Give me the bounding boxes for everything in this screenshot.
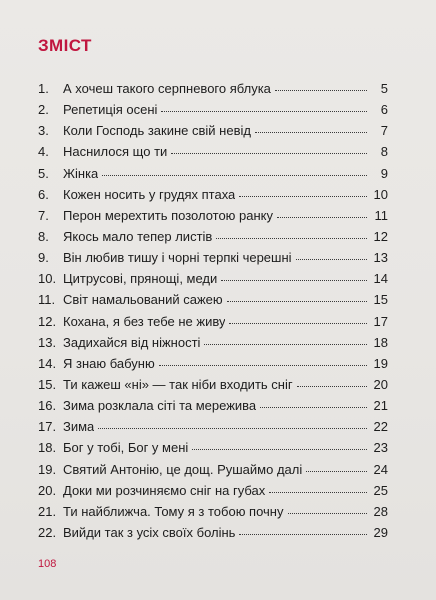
toc-entry-title: Я знаю бабуню [63, 355, 155, 371]
toc-entry-page: 9 [380, 165, 388, 181]
toc-leader-dots [255, 131, 367, 133]
toc-entry [38, 184, 388, 205]
toc-entry-page: 17 [373, 313, 388, 329]
toc-leader-dots [306, 470, 367, 472]
toc-entry [38, 459, 388, 480]
toc-leader-dots [275, 89, 367, 91]
toc-entry-page: 25 [373, 482, 388, 498]
toc-leader-dots [216, 237, 367, 239]
toc-entry-page: 18 [373, 334, 388, 350]
toc-entry [38, 353, 388, 374]
toc-title: ЗМІСТ [38, 36, 92, 55]
toc-entry-title: Задихайся від ніжності [63, 334, 201, 350]
toc-entry-title: Зима [63, 419, 95, 435]
toc-entry-number: 4. [38, 144, 49, 160]
toc-entry [38, 226, 388, 247]
toc-entry-number: 14. [38, 355, 57, 371]
toc-leader-dots [102, 174, 367, 176]
toc-entry [38, 437, 388, 458]
toc-entry-page: 15 [373, 292, 388, 308]
toc-entry-page: 19 [373, 355, 388, 371]
toc-entry [38, 99, 388, 120]
toc-entry-title: Світ намальований сажею [63, 292, 223, 308]
toc-entry-page: 5 [380, 81, 388, 96]
toc-entry-title: А хочеш такого серпневого яблука [63, 81, 271, 96]
toc-entry-number: 13. [38, 334, 57, 350]
toc-entry-number: 7. [38, 207, 49, 223]
toc-entry-page: 10 [373, 186, 388, 202]
page-number: 108 [38, 558, 57, 570]
toc-entry-page: 13 [373, 250, 388, 266]
toc-entry [38, 247, 388, 268]
toc-leader-dots [171, 152, 367, 154]
toc-entry-number: 10. [38, 271, 57, 287]
toc-entry-title: Коли Господь закине свій невід [63, 123, 251, 139]
toc-entry [38, 205, 388, 226]
toc-entry-page: 6 [380, 102, 388, 118]
toc-entry [38, 395, 388, 416]
toc-entry-title: Перон мерехтить позолотою ранку [63, 207, 274, 223]
toc-entry-page: 11 [374, 207, 388, 223]
toc-entry-number: 18. [38, 440, 57, 456]
toc-entry-number: 9. [38, 250, 49, 266]
toc-leader-dots [277, 216, 367, 218]
toc-list [38, 78, 388, 543]
toc-entry-number: 21. [38, 503, 57, 519]
toc-entry-page: 29 [373, 524, 388, 540]
toc-leader-dots [204, 343, 367, 345]
toc-entry-title: Цитрусові, прянощі, меди [63, 271, 218, 287]
toc-entry [38, 268, 388, 289]
toc-entry-page: 24 [373, 461, 388, 477]
toc-entry-title: Кохана, я без тебе не живу [63, 313, 226, 329]
toc-entry-title: Зима розклала сіті та мережива [63, 398, 257, 414]
toc-entry [38, 374, 388, 395]
toc-entry-number: 16. [38, 398, 57, 414]
toc-entry-title: Ти найближча. Тому я з тобою почну [63, 503, 284, 519]
toc-entry-number: 2. [38, 102, 49, 118]
toc-entry-number: 20. [38, 482, 57, 498]
toc-entry-number: 8. [38, 228, 49, 244]
toc-entry-page: 28 [373, 503, 388, 519]
toc-entry [38, 289, 388, 310]
toc-entry-page: 7 [380, 123, 388, 139]
toc-entry [38, 78, 388, 99]
toc-entry-title: Кожен носить у грудях птаха [63, 186, 236, 202]
toc-entry-number: 12. [38, 313, 57, 329]
toc-entry-page: 21 [373, 398, 388, 414]
toc-leader-dots [227, 300, 367, 302]
toc-entry-title: Репетиція осені [63, 102, 158, 118]
toc-leader-dots [161, 110, 367, 112]
toc-leader-dots [296, 258, 367, 260]
toc-entry [38, 522, 388, 543]
toc-entry-page: 14 [373, 271, 388, 287]
toc-entry-title: Жінка [63, 165, 99, 181]
toc-leader-dots [98, 427, 367, 429]
toc-leader-dots [229, 322, 367, 324]
toc-leader-dots [297, 385, 367, 387]
toc-entry-number: 6. [38, 186, 49, 202]
toc-entry-title: Ти кажеш «ні» — так ніби входить сніг [63, 376, 293, 392]
toc-leader-dots [288, 512, 368, 514]
toc-entry [38, 141, 388, 162]
toc-entry-title: Він любив тишу і чорні терпкі черешні [63, 250, 292, 266]
toc-entry-title: Якось мало тепер листів [63, 228, 213, 244]
toc-entry-page: 22 [373, 419, 388, 435]
toc-leader-dots [192, 448, 367, 450]
toc-leader-dots [239, 533, 367, 535]
toc-entry [38, 311, 388, 332]
toc-entry-number: 3. [38, 123, 49, 139]
toc-entry-page: 20 [373, 376, 388, 392]
toc-leader-dots [260, 406, 367, 408]
toc-entry-title: Наснилося що ти [63, 144, 168, 160]
toc-leader-dots [159, 364, 367, 366]
toc-entry-title: Доки ми розчиняємо сніг на губах [63, 482, 266, 498]
toc-entry-number: 19. [38, 461, 57, 477]
toc-entry-number: 15. [38, 376, 57, 392]
toc-leader-dots [239, 195, 367, 197]
toc-entry [38, 120, 388, 141]
toc-entry-title: Святий Антонію, це дощ. Рушаймо далі [63, 461, 303, 477]
toc-entry [38, 163, 388, 184]
toc-entry [38, 416, 388, 437]
toc-entry-title: Вийди так з усіх своїх болінь [63, 524, 236, 540]
toc-entry-number: 5. [38, 165, 49, 181]
toc-entry-page: 23 [373, 440, 388, 456]
toc-entry-page: 12 [373, 228, 388, 244]
toc-entry-title: Бог у тобі, Бог у мені [63, 440, 189, 456]
toc-leader-dots [221, 279, 367, 281]
toc-leader-dots [269, 491, 367, 493]
toc-entry [38, 480, 388, 501]
toc-entry-number: 1. [38, 81, 49, 96]
toc-entry-number: 17. [38, 419, 57, 435]
toc-entry-number: 11. [38, 292, 56, 308]
toc-entry [38, 332, 388, 353]
toc-entry-page: 8 [380, 144, 388, 160]
toc-entry [38, 501, 388, 522]
toc-entry-number: 22. [38, 524, 57, 540]
